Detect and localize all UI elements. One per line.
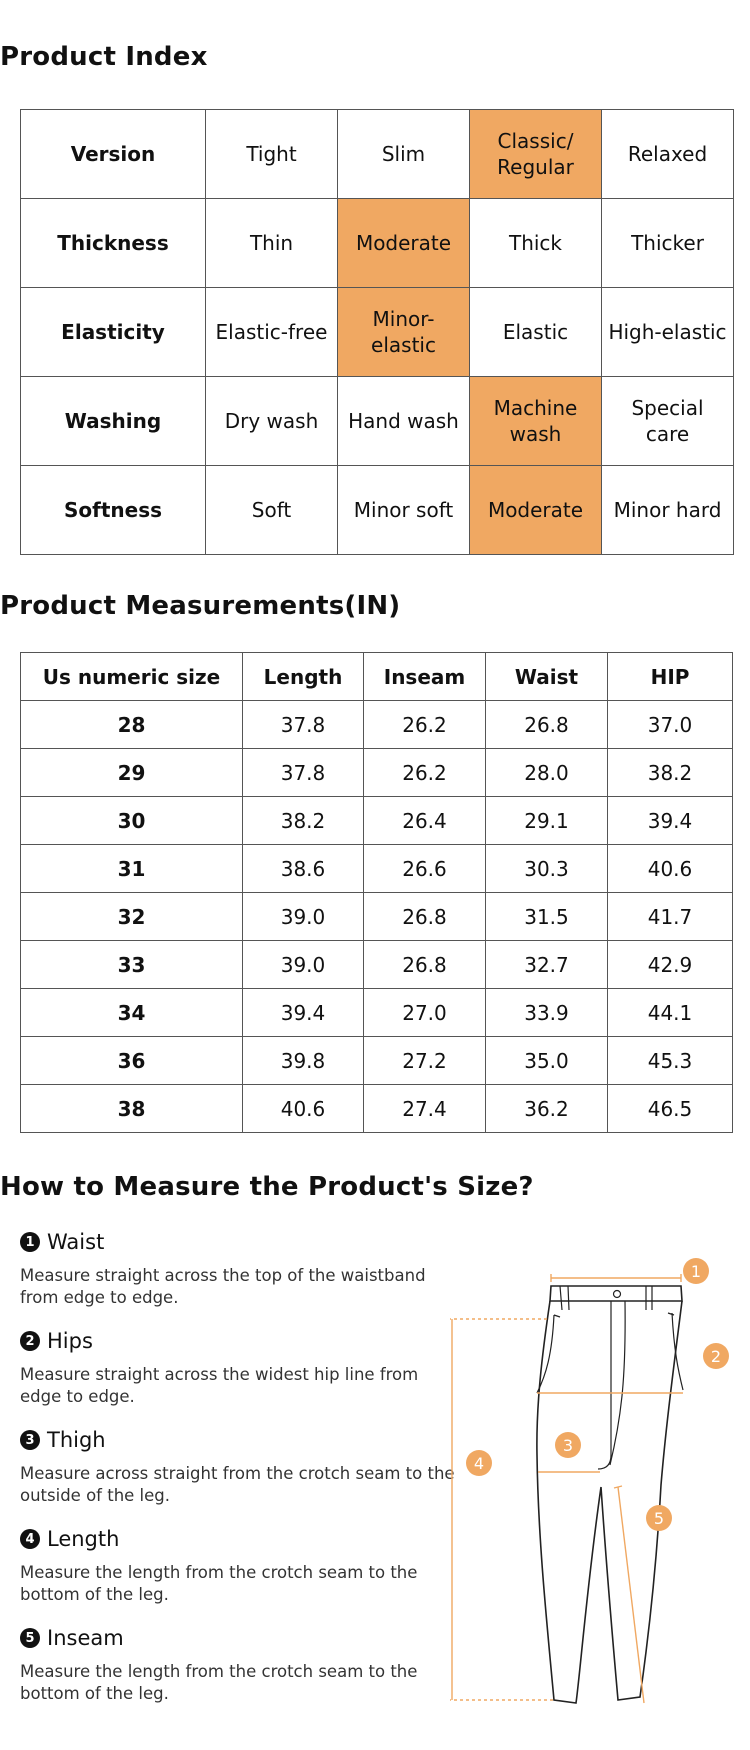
measurement-cell: 26.6: [364, 845, 486, 893]
measurement-cell: 37.0: [608, 701, 733, 749]
measurement-cell: 30.3: [486, 845, 608, 893]
measurement-cell: 26.8: [486, 701, 608, 749]
table-row: [21, 1037, 733, 1085]
header-size: Us numeric size: [21, 653, 243, 701]
table-row: [21, 845, 733, 893]
measurement-cell: 31.5: [486, 893, 608, 941]
step-description: Measure the length from the crotch seam to the bottom of the leg.: [20, 1662, 418, 1703]
measurement-cell: 26.8: [364, 893, 486, 941]
measurement-cell: 27.0: [364, 989, 486, 1037]
marker-1: 1: [690, 1262, 702, 1281]
index-row-elasticity: [21, 288, 734, 377]
step-number-icon: 2: [20, 1331, 40, 1351]
measurements-table: [20, 652, 733, 1133]
step-name: Waist: [47, 1230, 105, 1254]
size-cell: 29: [21, 749, 243, 797]
index-cell: Dry wash: [206, 377, 338, 466]
index-cell-selected: Minor-elastic: [338, 288, 470, 377]
index-cell: Hand wash: [338, 377, 470, 466]
measure-step-inseam: [20, 1625, 460, 1724]
size-cell: 34: [21, 989, 243, 1037]
measurement-cell: 27.2: [364, 1037, 486, 1085]
marker-3: 3: [562, 1436, 574, 1455]
step-number-icon: 3: [20, 1430, 40, 1450]
measurement-cell: 33.9: [486, 989, 608, 1037]
index-row-version: [21, 110, 734, 199]
measure-step-length: [20, 1526, 460, 1625]
measurement-cell: 35.0: [486, 1037, 608, 1085]
measurement-cell: 40.6: [243, 1085, 364, 1133]
size-cell: 38: [21, 1085, 243, 1133]
index-row-label: Softness: [21, 466, 206, 555]
pants-diagram: [450, 1255, 740, 1720]
measurement-cell: 40.6: [608, 845, 733, 893]
size-cell: 36: [21, 1037, 243, 1085]
measure-step-hips: [20, 1328, 460, 1427]
measurement-cell: 37.8: [243, 749, 364, 797]
measure-step-waist: [20, 1229, 460, 1328]
measurement-cell: 46.5: [608, 1085, 733, 1133]
measurement-cell: 39.0: [243, 893, 364, 941]
size-cell: 28: [21, 701, 243, 749]
measurement-cell: 38.2: [608, 749, 733, 797]
table-row: [21, 989, 733, 1037]
index-row-thickness: [21, 199, 734, 288]
measurement-cell: 26.8: [364, 941, 486, 989]
index-row-label: Elasticity: [21, 288, 206, 377]
measurement-cell: 26.2: [364, 749, 486, 797]
index-cell: Elastic: [470, 288, 602, 377]
index-cell-selected: Classic/ Regular: [470, 110, 602, 199]
diagram-markers: [466, 1258, 729, 1531]
step-heading: [20, 1526, 460, 1552]
size-cell: 31: [21, 845, 243, 893]
step-heading: [20, 1427, 460, 1453]
measurement-cell: 28.0: [486, 749, 608, 797]
header-waist: Waist: [486, 653, 608, 701]
measure-step-thigh: [20, 1427, 460, 1526]
size-cell: 33: [21, 941, 243, 989]
step-name: Thigh: [47, 1428, 106, 1452]
measurements-header-row: [21, 653, 733, 701]
table-row: [21, 1085, 733, 1133]
measurement-cell: 44.1: [608, 989, 733, 1037]
product-index-table: [20, 109, 734, 555]
measurement-cell: 26.2: [364, 701, 486, 749]
index-cell-selected: Moderate: [470, 466, 602, 555]
step-description: Measure straight across the top of the waistband from edge to edge.: [20, 1266, 426, 1307]
index-row-softness: [21, 466, 734, 555]
measurement-cell: 41.7: [608, 893, 733, 941]
measurement-cell: 39.4: [243, 989, 364, 1037]
step-description: Measure the length from the crotch seam to the bottom of the leg.: [20, 1563, 418, 1604]
step-heading: [20, 1625, 460, 1651]
index-cell-selected: Machine wash: [470, 377, 602, 466]
step-heading: [20, 1229, 460, 1255]
index-cell: Soft: [206, 466, 338, 555]
index-cell-selected: Moderate: [338, 199, 470, 288]
measurement-cell: 38.2: [243, 797, 364, 845]
header-length: Length: [243, 653, 364, 701]
measurement-cell: 39.8: [243, 1037, 364, 1085]
step-description: Measure across straight from the crotch seam to the outside of the leg.: [20, 1464, 455, 1505]
measurement-cell: 27.4: [364, 1085, 486, 1133]
how-to-measure-title: How to Measure the Product's Size?: [0, 1172, 534, 1202]
measure-steps: [20, 1229, 460, 1724]
index-cell: Relaxed: [602, 110, 734, 199]
step-number-icon: 4: [20, 1529, 40, 1549]
index-cell: Minor soft: [338, 466, 470, 555]
index-row-washing: [21, 377, 734, 466]
pants-illustration: [450, 1255, 740, 1720]
index-cell: Slim: [338, 110, 470, 199]
measurement-cell: 29.1: [486, 797, 608, 845]
header-inseam: Inseam: [364, 653, 486, 701]
step-name: Length: [47, 1527, 120, 1551]
step-description: Measure straight across the widest hip line from edge to edge.: [20, 1365, 419, 1406]
measurement-cell: 37.8: [243, 701, 364, 749]
index-cell: Elastic-free: [206, 288, 338, 377]
table-row: [21, 701, 733, 749]
step-number-icon: 1: [20, 1232, 40, 1252]
index-cell: Thicker: [602, 199, 734, 288]
measurement-cell: 26.4: [364, 797, 486, 845]
measurement-cell: 38.6: [243, 845, 364, 893]
index-row-label: Washing: [21, 377, 206, 466]
measurement-cell: 45.3: [608, 1037, 733, 1085]
measurements-title: Product Measurements(IN): [0, 591, 401, 621]
step-number-icon: 5: [20, 1628, 40, 1648]
step-heading: [20, 1328, 460, 1354]
measurement-cell: 39.0: [243, 941, 364, 989]
index-cell: Special care: [602, 377, 734, 466]
index-cell: High-elastic: [602, 288, 734, 377]
marker-4: 4: [473, 1454, 485, 1473]
index-row-label: Version: [21, 110, 206, 199]
step-name: Inseam: [47, 1626, 124, 1650]
measurement-cell: 39.4: [608, 797, 733, 845]
measurement-cell: 32.7: [486, 941, 608, 989]
table-row: [21, 893, 733, 941]
size-cell: 32: [21, 893, 243, 941]
size-cell: 30: [21, 797, 243, 845]
table-row: [21, 797, 733, 845]
marker-2: 2: [710, 1347, 722, 1366]
marker-5: 5: [653, 1509, 665, 1528]
measurement-cell: 36.2: [486, 1085, 608, 1133]
step-name: Hips: [47, 1329, 93, 1353]
index-cell: Thin: [206, 199, 338, 288]
index-cell: Tight: [206, 110, 338, 199]
measurement-cell: 42.9: [608, 941, 733, 989]
table-row: [21, 749, 733, 797]
product-index-title: Product Index: [0, 42, 208, 72]
table-row: [21, 941, 733, 989]
header-hip: HIP: [608, 653, 733, 701]
index-cell: Thick: [470, 199, 602, 288]
index-row-label: Thickness: [21, 199, 206, 288]
index-cell: Minor hard: [602, 466, 734, 555]
